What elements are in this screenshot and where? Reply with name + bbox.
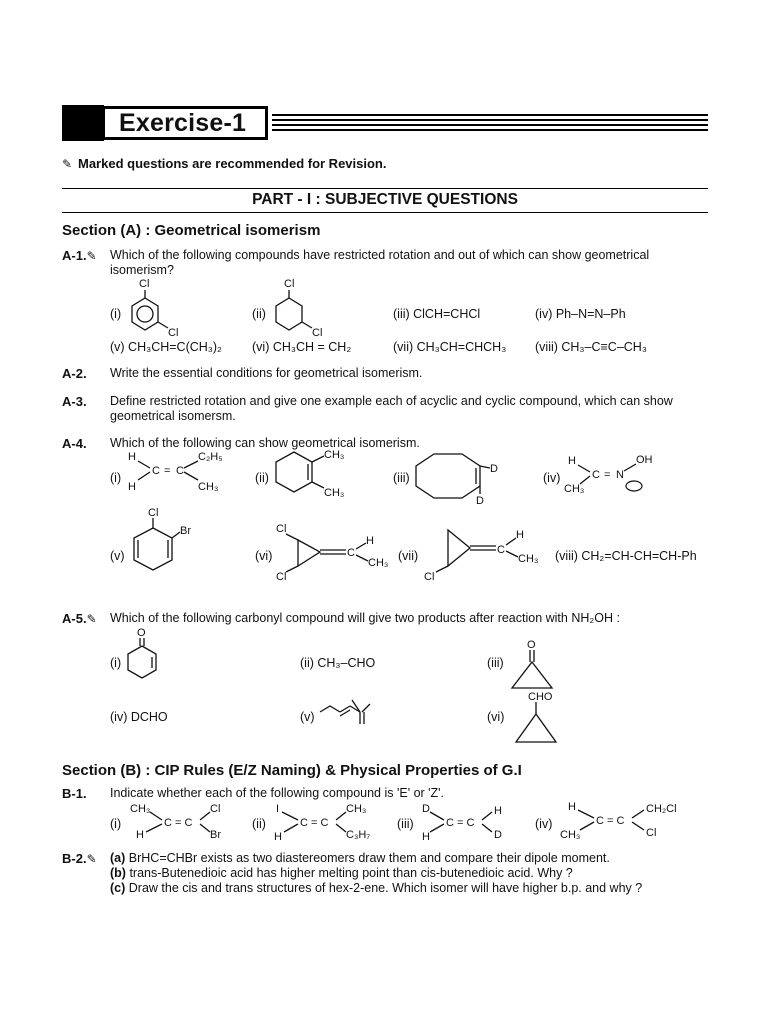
- b1-br-label: Br: [210, 829, 221, 841]
- question-text-a3: Define restricted rotation and give one example each of acyclic and cyclic compound, which can show geometrical isomersm.: [110, 394, 673, 423]
- a1-option-viii: (viii) CH₃–C≡C–CH₃: [535, 340, 647, 354]
- question-number-a3: A-3.: [62, 394, 87, 409]
- a4-option-vi-label: (vi): [255, 549, 273, 563]
- b1-option-iii-label: (iii): [397, 817, 414, 831]
- section-a-title: Section (A) : Geometrical isomerism: [62, 222, 321, 239]
- question-text-a2: Write the essential conditions for geometrical isomerism.: [110, 366, 423, 380]
- a4-chlorocyclopropylidene-structure: [422, 522, 552, 584]
- a1-option-ii-label: (ii): [252, 307, 266, 321]
- a4-dimethylcyclohexene-structure: [272, 448, 352, 504]
- b1-d-label: D: [422, 803, 430, 815]
- b1-alkene-iii-structure: [418, 800, 518, 844]
- part-title: PART - I : SUBJECTIVE QUESTIONS: [252, 191, 518, 208]
- a5-enone-structure: [318, 690, 378, 734]
- b1-cl-label: Cl: [646, 827, 657, 839]
- a4-c-label: C: [592, 469, 600, 481]
- b1-ch3-label: CH₃: [560, 829, 581, 841]
- question-number-a1: A-1.✎: [62, 248, 103, 263]
- b1-ch3-label: CH₃: [130, 803, 151, 815]
- a5-o-label: O: [137, 627, 146, 639]
- a4-n-label: N: [616, 469, 624, 481]
- a4-h-label: H: [128, 451, 136, 463]
- a5-option-ii: (ii) CH₃–CHO: [300, 656, 376, 670]
- a1-option-v: (v) CH₃CH=C(CH₃)₂: [110, 340, 222, 354]
- a1-cl-label: Cl: [284, 278, 295, 290]
- a5-cyclohexenone-structure: [124, 624, 174, 684]
- a4-br-label: Br: [180, 525, 191, 537]
- a4-c2h5-label: C₂H₅: [198, 451, 223, 463]
- a1-chlorobenzene-structure: [122, 276, 192, 340]
- revision-note: ✎ Marked questions are recommended for Revision.: [62, 156, 387, 171]
- a1-cl-label: Cl: [168, 327, 179, 339]
- b1-i-label: I: [276, 803, 280, 815]
- a4-cyclooctene-structure: [410, 452, 510, 510]
- b1-h-label: H: [136, 829, 144, 841]
- b1-option-iv-label: (iv): [535, 817, 553, 831]
- a4-option-vii-label: (vii): [398, 549, 419, 563]
- a4-h-label: H: [128, 481, 136, 493]
- b1-alkene-i-structure: [128, 800, 238, 844]
- a1-option-vi: (vi) CH₃CH = CH₂: [252, 340, 352, 354]
- a4-d-label: D: [476, 495, 484, 507]
- question-number-b1: B-1.: [62, 786, 87, 801]
- a4-h-label: H: [516, 529, 524, 541]
- pencil-icon: ✎: [86, 249, 97, 263]
- b1-h-label: H: [568, 801, 576, 813]
- b1-option-i-label: (i): [110, 817, 122, 831]
- a5-option-iii-label: (iii): [487, 656, 504, 670]
- pencil-icon: ✎: [86, 612, 97, 626]
- a4-chloro-bromo-cyclohexadiene-structure: [120, 504, 200, 580]
- a4-option-iii-label: (iii): [393, 471, 410, 485]
- a4-cl-label: Cl: [148, 507, 159, 519]
- b1-option-ii-label: (ii): [252, 817, 266, 831]
- a4-ch3-label: CH₃: [324, 449, 345, 461]
- b2-part-c: (c) Draw the cis and trans structures of hex-2-ene. Which isomer will have higher b.p. and why ?: [110, 881, 643, 895]
- a5-option-vi-label: (vi): [487, 710, 505, 724]
- a1-chlorocyclohexane-structure: [266, 276, 336, 340]
- b2-part-a: (a) BrHC=CHBr exists as two diastereomers draw them and compare their dipole moment.: [110, 851, 610, 865]
- a4-alkene-i-structure: [124, 448, 234, 498]
- a4-option-ii-label: (ii): [255, 471, 269, 485]
- a4-ch3-label: CH₃: [324, 487, 345, 499]
- a4-c-label: C: [347, 547, 355, 559]
- question-text-b1: Indicate whether each of the following compound is 'E' or 'Z'.: [110, 786, 445, 800]
- b1-c3h7-label: C₃H₇: [346, 829, 371, 841]
- exercise-title: Exercise-1: [102, 106, 268, 140]
- b1-d-label: D: [494, 829, 502, 841]
- a4-ch3-label: CH₃: [368, 557, 389, 569]
- a4-c-label: C: [176, 465, 184, 477]
- b1-h-label: H: [274, 831, 282, 843]
- b1-cl-label: Cl: [210, 803, 221, 815]
- section-b-title: Section (B) : CIP Rules (E/Z Naming) & Physical Properties of G.I: [62, 762, 522, 779]
- a5-cyclopropanecarbaldehyde-structure: [506, 688, 566, 748]
- question-number-b2: B-2.✎: [62, 851, 103, 866]
- a4-option-viii: (viii) CH₂=CH-CH=CH-Ph: [555, 549, 697, 563]
- a4-ch3-label: CH₃: [564, 483, 585, 495]
- a4-eq-label: =: [164, 465, 171, 477]
- a5-option-i-label: (i): [110, 656, 122, 670]
- question-number-a5: A-5.✎: [62, 611, 103, 626]
- a4-option-v-label: (v): [110, 549, 125, 563]
- b1-alkene-iv-structure: [560, 798, 690, 844]
- a4-h-label: H: [366, 535, 374, 547]
- a4-option-i-label: (i): [110, 471, 122, 485]
- a4-c-label: C: [152, 465, 160, 477]
- a4-cl-label: Cl: [276, 571, 287, 583]
- b1-alkene-ii-structure: [270, 800, 380, 844]
- banner-rule-lines: [272, 114, 708, 134]
- b1-ceqc-label: C = C: [164, 817, 193, 829]
- b1-ceqc-label: C = C: [446, 817, 475, 829]
- a5-cyclopropanone-structure: [508, 638, 558, 694]
- b1-ceqc-label: C = C: [300, 817, 329, 829]
- divider-top: [62, 188, 708, 189]
- question-number-a4: A-4.: [62, 436, 87, 451]
- a4-ch3-label: CH₃: [198, 481, 219, 493]
- b1-h-label: H: [494, 805, 502, 817]
- banner-left-bar: [62, 105, 104, 141]
- b1-ch2cl-label: CH₂Cl: [646, 803, 677, 815]
- a4-option-iv-label: (iv): [543, 471, 561, 485]
- a5-option-v-label: (v): [300, 710, 315, 724]
- a4-eq-label: =: [604, 469, 611, 481]
- pencil-icon: ✎: [86, 852, 97, 866]
- question-text-a4: Which of the following can show geometrical isomerism.: [110, 436, 420, 450]
- b2-part-b: (b) trans-Butenedioic acid has higher melting point than cis-butenedioic acid. Why ?: [110, 866, 573, 880]
- a1-option-i-label: (i): [110, 307, 122, 321]
- a4-h-label: H: [568, 455, 576, 467]
- a4-oh-label: OH: [636, 454, 653, 466]
- a1-option-iv: (iv) Ph–N=N–Ph: [535, 307, 626, 321]
- b1-h-label: H: [422, 831, 430, 843]
- a1-cl-label: Cl: [139, 278, 150, 290]
- a4-cl-label: Cl: [424, 571, 435, 583]
- b1-ch3-label: CH₃: [346, 803, 367, 815]
- a5-option-iv: (iv) DCHO: [110, 710, 168, 724]
- pencil-icon: ✎: [62, 157, 73, 171]
- a5-cho-label: CHO: [528, 691, 553, 703]
- question-text-a1: Which of the following compounds have restricted rotation and out of which can show geometrical isomerism?: [110, 248, 650, 277]
- a4-ch3-label: CH₃: [518, 553, 539, 565]
- a4-dichlorocyclopropylidene-structure: [276, 520, 396, 582]
- a1-cl-label: Cl: [312, 327, 323, 339]
- a4-d-label: D: [490, 463, 498, 475]
- a5-o-label: O: [527, 639, 536, 651]
- a4-c-label: C: [497, 544, 505, 556]
- a4-cl-label: Cl: [276, 523, 287, 535]
- b1-ceqc-label: C = C: [596, 815, 625, 827]
- divider-bottom: [62, 212, 708, 213]
- a4-oxime-structure: [562, 452, 672, 502]
- a1-option-vii: (vii) CH₃CH=CHCH₃: [393, 340, 507, 354]
- question-number-a2: A-2.: [62, 366, 87, 381]
- a1-option-iii: (iii) ClCH=CHCl: [393, 307, 481, 321]
- question-text-a5: Which of the following carbonyl compound will give two products after reaction with NH₂OH :: [110, 611, 620, 625]
